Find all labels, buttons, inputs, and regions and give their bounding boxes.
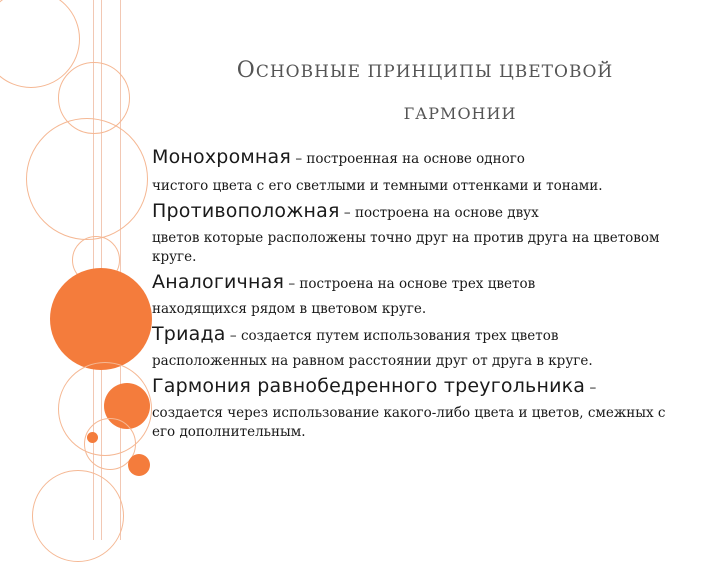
- item-text-first: – построена на основе трех цветов: [284, 276, 536, 292]
- list-item: [152, 202, 672, 267]
- item-text-first: – создается путем использования трех цветов: [225, 328, 559, 344]
- title-line-1-text: СНОВНЫЕ ПРИНЦИПЫ ЦВЕТОВОЙ: [255, 62, 614, 82]
- item-term: Монохромная: [152, 146, 292, 168]
- item-text-rest: находящихся рядом в цветовом круге.: [152, 301, 427, 317]
- list-item: [152, 325, 672, 371]
- title-line-2: ГАРМОНИИ: [403, 104, 517, 123]
- item-text-first: – построена на основе двух: [339, 205, 539, 221]
- list-item: [152, 148, 672, 196]
- item-term: Триада: [152, 323, 226, 345]
- item-text-rest: чистого цвета с его светлыми и темными оттенками и тонами.: [152, 178, 603, 194]
- list-item: [152, 377, 672, 442]
- title-initial: О: [236, 58, 256, 83]
- item-term: Гармония равнобедренного треугольника: [152, 375, 586, 397]
- item-text-rest: расположенных на равном расстоянии друг от друга в круге.: [152, 353, 593, 369]
- decor-circle-small: [87, 432, 98, 443]
- slide-title: [165, 56, 685, 129]
- list-item: [152, 273, 672, 319]
- decor-circle-small: [128, 454, 150, 476]
- harmony-list: [152, 148, 672, 448]
- decor-circle-large: [50, 268, 152, 370]
- item-text-rest: создается через использование какого-либо цвета и цветов, смежных с его дополнительным.: [152, 405, 666, 440]
- item-text-rest: цветов которые расположены точно друг на против друга на цветовом круге.: [152, 230, 660, 265]
- decor-circle-outline: [26, 118, 148, 240]
- item-text-first: – построенная на основе одного: [291, 151, 525, 167]
- title-line-1: [165, 56, 685, 87]
- item-text-first: –: [585, 380, 597, 396]
- item-term: Аналогичная: [152, 271, 285, 293]
- item-term: Противоположная: [152, 200, 340, 222]
- decor-circle-outline: [32, 470, 124, 562]
